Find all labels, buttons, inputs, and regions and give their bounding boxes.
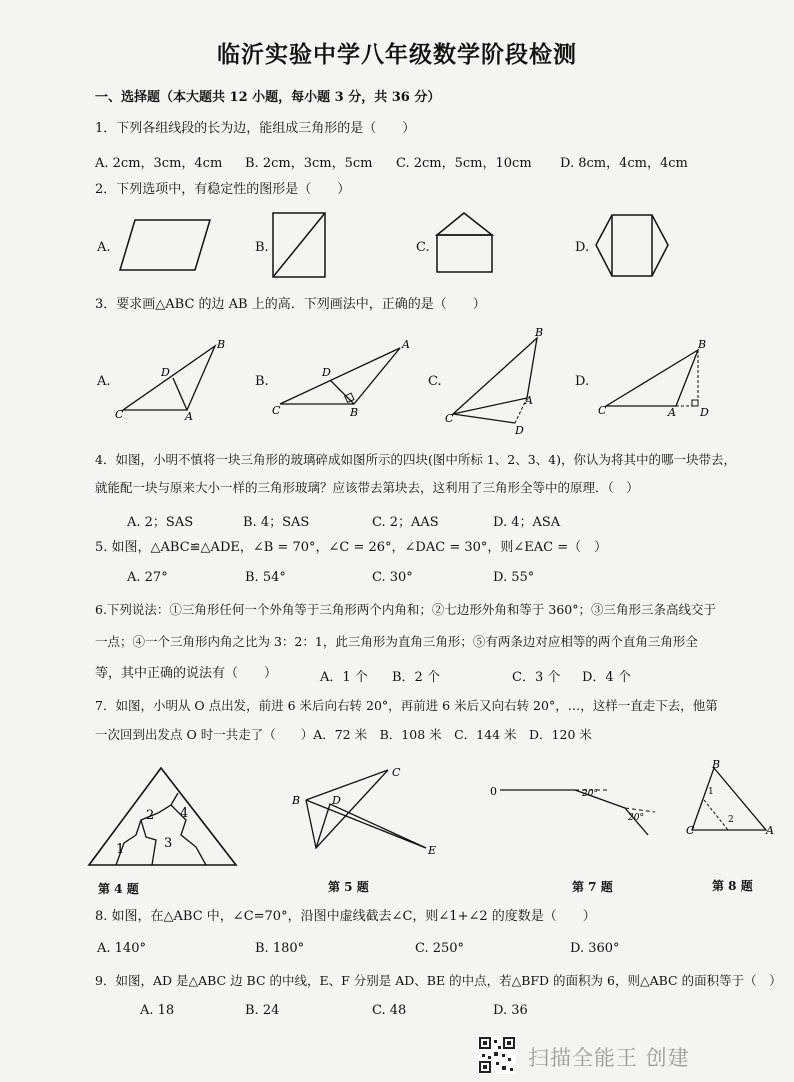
svg-text:B: B (350, 406, 359, 419)
svg-text:D: D (322, 366, 331, 379)
q8-figure (686, 758, 776, 842)
q2-stem: 2．下列选项中，有稳定性的图形是（ ） (95, 182, 351, 197)
q4-option-d: D. 4；ASA (493, 515, 561, 530)
q2-hexagon-figure (592, 212, 672, 280)
fig4-piece-4-label: 4 (180, 806, 189, 821)
svg-text:B: B (292, 794, 301, 807)
q1-option-d: D. 8cm，4cm，4cm (560, 156, 688, 171)
q8-option-a: A. 140° (97, 941, 146, 956)
svg-text:C: C (445, 412, 454, 425)
q9-option-d: D. 36 (493, 1003, 528, 1018)
figure-label-q4: 第 4 题 (98, 882, 139, 896)
svg-text:D: D (700, 406, 709, 419)
q3-label-c: C. (428, 374, 442, 389)
svg-text:A: A (668, 406, 676, 419)
svg-text:A: A (185, 410, 193, 423)
q4-broken-triangle-figure (86, 765, 241, 870)
q6-stem-line1: 6.下列说法：①三角形任何一个外角等于三角形两个内角和；②七边形外角和等于 360°；③三角形三条高线交于 (95, 602, 717, 617)
page-title: 临沂实验中学八年级数学阶段检测 (217, 41, 577, 68)
svg-text:C: C (686, 824, 695, 837)
svg-text:C: C (115, 408, 124, 421)
fig7-angle2-label: 20° (628, 813, 644, 823)
svg-text:A: A (525, 394, 533, 407)
fig4-piece-1-label: 1 (116, 842, 125, 857)
section-heading: 一、选择题（本大题共 12 小题，每小题 3 分，共 36 分） (95, 90, 441, 105)
q8-option-c: C. 250° (415, 941, 465, 956)
q6-option-b: B．2 个 (392, 670, 440, 685)
q3-label-d: D. (575, 374, 590, 389)
q2-label-b: B. (255, 240, 269, 255)
q9-option-c: C. 48 (372, 1003, 407, 1018)
figure-label-q7: 第 7 题 (572, 880, 613, 894)
q2-house-figure (432, 210, 497, 275)
q2-label-a: A. (97, 240, 111, 255)
q6-stem-line2: 一点；④一个三角形内角之比为 3：2：1，此三角形为直角三角形；⑤有两条边对应相等的两个直角三角形全 (95, 634, 698, 649)
q5-option-a: A. 27° (127, 570, 168, 585)
q5-option-d: D. 55° (493, 570, 535, 585)
q3-label-a: A. (97, 374, 111, 389)
svg-text:D: D (332, 794, 341, 807)
svg-text:A: A (402, 338, 410, 351)
fig7-origin-label: 0 (490, 785, 497, 798)
q3-figure-a (115, 338, 226, 423)
svg-text:B: B (217, 338, 226, 351)
svg-text:B: B (698, 338, 707, 351)
q1-option-b: B. 2cm，3cm，5cm (245, 156, 373, 171)
svg-text:C: C (392, 766, 401, 779)
svg-text:D: D (161, 366, 170, 379)
fig7-angle1-label: 20° (582, 789, 598, 799)
svg-text:2: 2 (728, 815, 734, 825)
figure-label-q8: 第 8 题 (712, 879, 753, 893)
q6-option-c: C．3 个 (512, 670, 561, 685)
q8-option-d: D. 360° (570, 941, 620, 956)
q2-rectangle-diagonal-figure (270, 210, 330, 280)
q3-figure-c (445, 328, 550, 438)
svg-text:B: B (535, 326, 544, 339)
qr-code-icon (478, 1036, 516, 1074)
q5-stem: 5. 如图，△ABC≌△ADE，∠B = 70°，∠C = 26°，∠DAC = 30°，则∠EAC =（ ） (95, 540, 608, 555)
q7-stem-line2: 一次回到出发点 O 时一共走了（ ）A．72 米 B．108 米 C．144 米 D．120 米 (95, 727, 592, 742)
fig4-piece-2-label: 2 (146, 808, 155, 823)
q4-stem-line2: 就能配一块与原来大小一样的三角形玻璃？应该带去第块去，这利用了三角形全等中的原理．（ ） (95, 480, 639, 495)
svg-text:E: E (428, 844, 437, 857)
q5-option-b: B. 54° (245, 570, 286, 585)
q6-stem-line3: 等，其中正确的说法有（ ） (95, 666, 278, 681)
q8-stem: 8. 如图，在△ABC 中，∠C=70°，沿图中虚线截去∠C，则∠1+∠2 的度数是（ ） (95, 909, 596, 924)
q3-figure-b (272, 340, 412, 420)
svg-text:1: 1 (708, 787, 714, 797)
q7-path-figure (490, 780, 660, 840)
scanner-watermark: 扫描全能王 创建 (528, 1046, 690, 1070)
q9-stem: 9．如图，AD 是△ABC 边 BC 的中线，E、F 分别是 AD、BE 的中点，若△BFD 的面积为 6，则△ABC 的面积等于（ ） (95, 973, 782, 988)
q2-label-c: C. (416, 240, 430, 255)
q9-option-a: A. 18 (140, 1003, 175, 1018)
q4-option-a: A. 2；SAS (127, 515, 194, 530)
q3-label-b: B. (255, 374, 269, 389)
q5-figure (288, 762, 443, 862)
fig4-piece-3-label: 3 (164, 836, 173, 851)
q1-option-c: C. 2cm，5cm，10cm (396, 156, 532, 171)
q1-option-a: A. 2cm，3cm，4cm (95, 156, 223, 171)
q6-option-d: D．4 个 (582, 670, 631, 685)
svg-text:C: C (598, 404, 607, 417)
svg-text:C: C (272, 404, 281, 417)
q3-figure-d (598, 338, 709, 422)
q2-label-d: D. (575, 240, 590, 255)
q4-option-b: B. 4；SAS (243, 515, 310, 530)
q2-parallelogram-figure (115, 215, 215, 275)
svg-text:B: B (712, 758, 721, 771)
svg-text:A: A (766, 824, 774, 837)
q9-option-b: B. 24 (245, 1003, 280, 1018)
q1-stem: 1．下列各组线段的长为边，能组成三角形的是（ ） (95, 121, 416, 136)
q4-stem-line1: 4．如图，小明不慎将一块三角形的玻璃碎成如图所示的四块(图中所标 1、2、3、4)，你认为将其中的哪一块带去， (95, 452, 736, 467)
svg-text:D: D (515, 424, 524, 437)
q4-option-c: C. 2；AAS (372, 515, 439, 530)
q7-stem-line1: 7．如图，小明从 O 点出发，前进 6 米后向右转 20°，再前进 6 米后又向右转 20°，…，这样一直走下去，他第 (95, 698, 718, 713)
q6-option-a: A．1 个 (320, 670, 368, 685)
q3-stem: 3．要求画△ABC 的边 AB 上的高．下列画法中，正确的是（ ） (95, 297, 486, 312)
q5-option-c: C. 30° (372, 570, 413, 585)
figure-label-q5: 第 5 题 (328, 880, 369, 894)
q8-option-b: B. 180° (255, 941, 305, 956)
